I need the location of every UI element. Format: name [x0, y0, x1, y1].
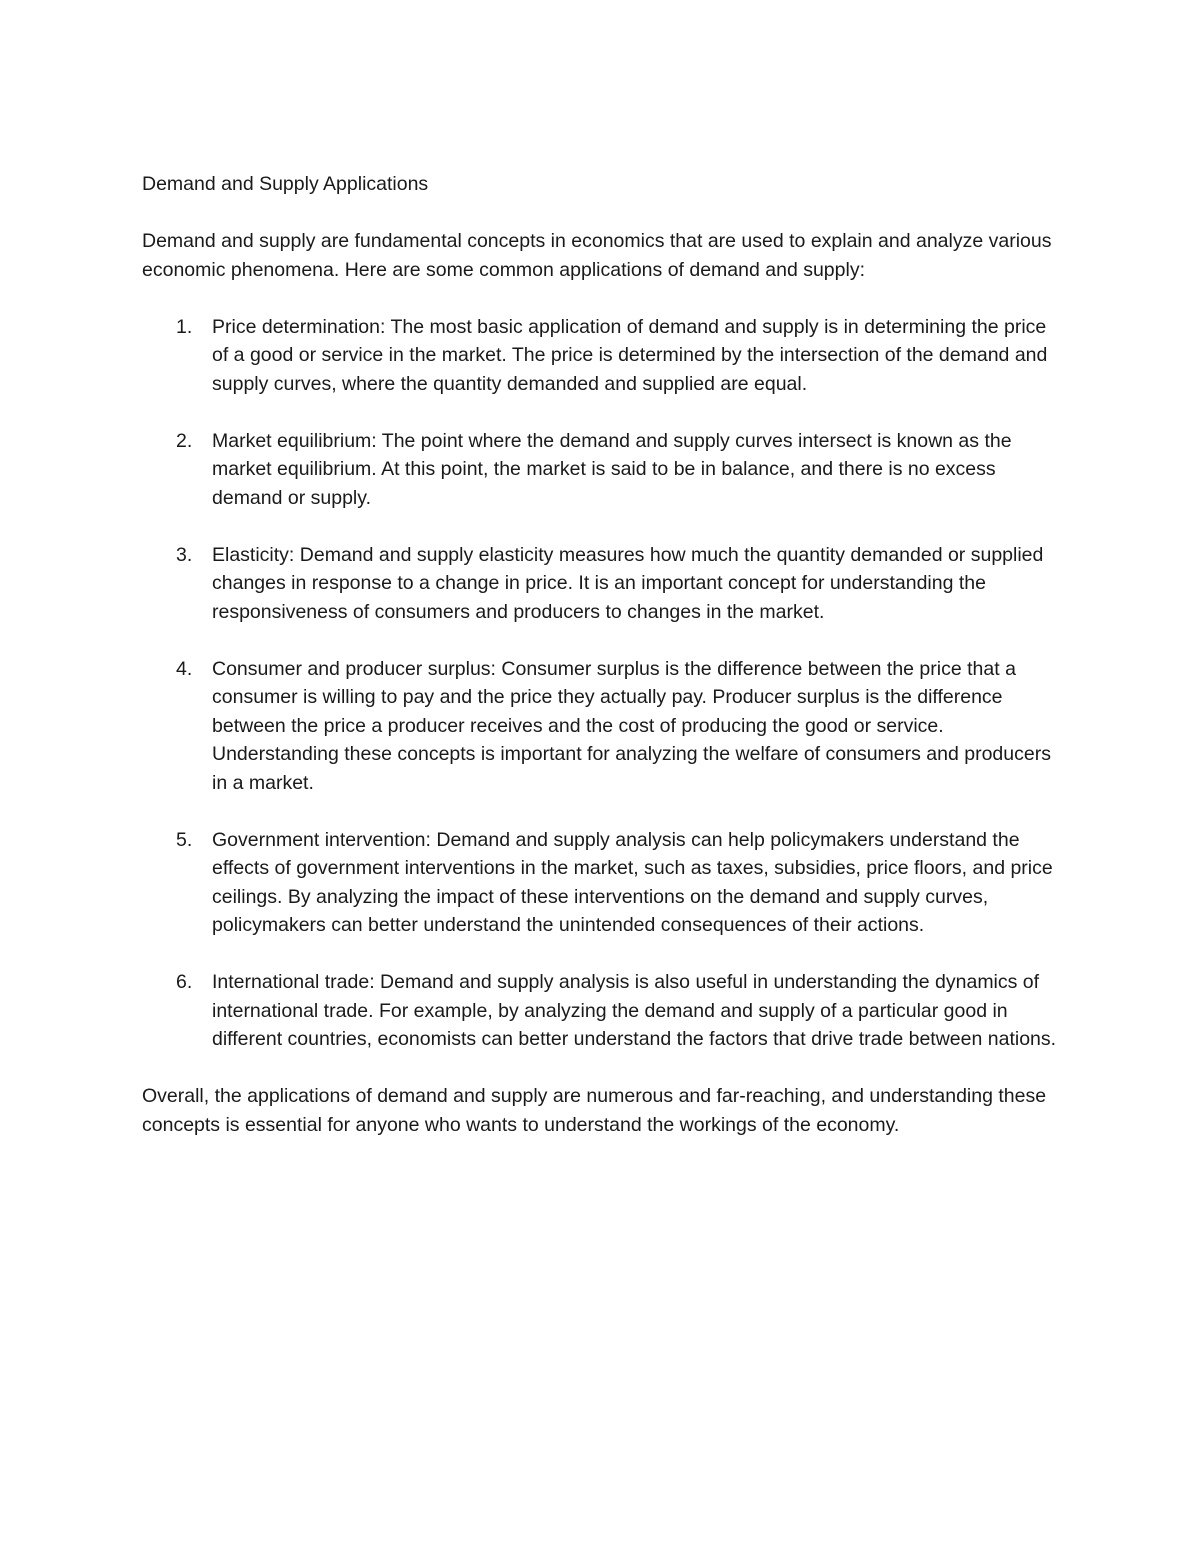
list-item-text: International trade: Demand and supply analysis is also useful in understanding the dynamics of international trade. For example, by analyzing the demand and supply of a particular good in different countries, economists can better understand the factors that drive trade between nations.: [212, 971, 1057, 1050]
list-item: [142, 655, 1062, 798]
list-item: [142, 968, 1062, 1054]
conclusion-paragraph: Overall, the applications of demand and supply are numerous and far-reaching, and understanding these concepts is essential for anyone who wants to understand the workings of the economy.: [142, 1085, 1047, 1136]
document-title: Demand and Supply Applications: [142, 173, 429, 195]
list-item: [142, 826, 1062, 940]
list-item-number: 6.: [176, 971, 193, 993]
list-item-number: 2.: [176, 429, 193, 452]
list-item-text: Price determination: The most basic application of demand and supply is in determining the price of a good or service in the market. The price is determined by the intersection of the demand and supply curves, where the quantity demanded and supplied are equal.: [212, 315, 1048, 395]
list-item: [142, 313, 1062, 399]
list-item-number: 1.: [176, 315, 193, 338]
list-item-text: Elasticity: Demand and supply elasticity measures how much the quantity demanded or supplied changes in response to a change in price. It is an important concept for understanding the responsiveness of consumers and producers to changes in the market.: [212, 543, 1044, 623]
list-item: [142, 427, 1062, 513]
list-item-text: Consumer and producer surplus: Consumer surplus is the difference between the price that a consumer is willing to pay and the price they actually pay. Producer surplus is the difference between the price a producer receives and the cost of producing the good or service. Understanding these concepts is important for analyzing the welfare of consumers and producers in a market.: [212, 657, 1051, 794]
list-item: [142, 541, 1062, 627]
list-item-number: 3.: [176, 543, 193, 566]
intro-paragraph: Demand and supply are fundamental concepts in economics that are used to explain and analyze various economic phenomena. Here are some common applications of demand and supply:: [142, 230, 1052, 281]
list-item-text: Government intervention: Demand and supply analysis can help policymakers understand the effects of government interventions in the market, such as taxes, subsidies, price floors, and price ceilings. By analyzing the impact of these interventions on the demand and supply curves, policymakers can better understand the unintended consequences of their actions.: [212, 828, 1053, 936]
list-item-number: 4.: [176, 657, 193, 680]
applications-list: [142, 313, 1062, 1054]
list-item-text: Market equilibrium: The point where the demand and supply curves intersect is known as the market equilibrium. At this point, the market is said to be in balance, and there is no excess demand or supply.: [212, 429, 1012, 509]
document-body: [142, 170, 1062, 1139]
list-item-number: 5.: [176, 828, 193, 851]
